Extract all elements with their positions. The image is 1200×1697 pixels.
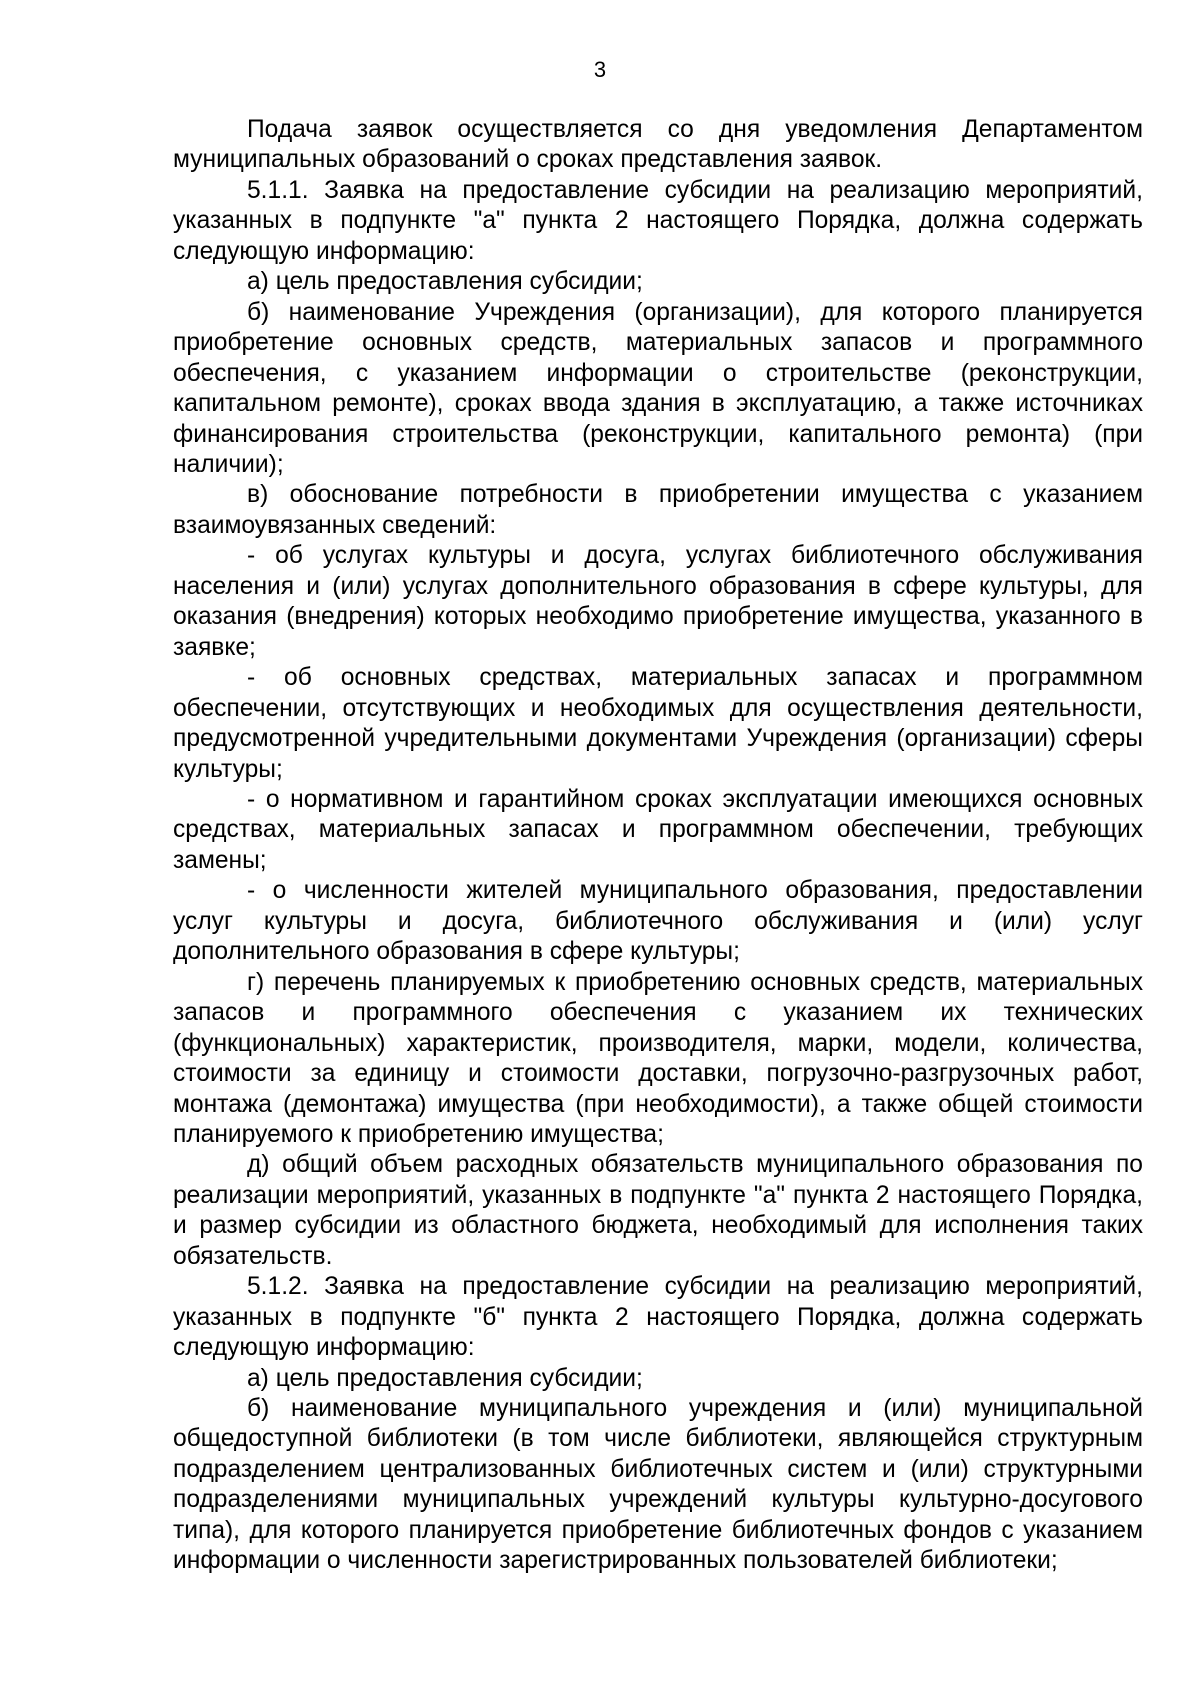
page-number: 3	[593, 57, 607, 82]
paragraph-item-b: б) наименование Учреждения (организации), для которого планируется приобретение основных средств, материальных запасов и программного обеспечения, с указанием информации о строительстве (реконструкции, капитальном ремонте), сроках ввода здания в эксплуатацию, а также источниках финансирования строительства (реконструкции, капитального ремонта) (при наличии);	[173, 298, 1143, 478]
paragraph-dash-terms: - о нормативном и гарантийном сроках эксплуатации имеющихся основных средствах, материальных запасах и программном обеспечении, требующих замены;	[173, 785, 1143, 874]
paragraph-application-start: Подача заявок осуществляется со дня уведомления Департаментом муниципальных образований о сроках представления заявок.	[173, 116, 1143, 174]
paragraph-5-1-1: 5.1.1. Заявка на предоставление субсидии на реализацию мероприятий, указанных в подпункте "а" пункта 2 настоящего Порядка, должна содержать следующую информацию:	[173, 176, 1143, 265]
paragraph-dash-assets: - об основных средствах, материальных запасах и программном обеспечении, отсутствующих и необходимых для осуществления деятельности, предусмотренной учредительными документами Учреждения (организации) сферы культуры;	[173, 664, 1143, 783]
paragraph-item-b-2: б) наименование муниципального учреждения и (или) муниципальной общедоступной библиотеки (в том числе библиотеки, являющейся структурным подразделением централизованных библиотечных систем и (или) структурными подразделениями муниципальных учреждений культуры культурно-досугового типа), для которого планируется приобретение библиотечных фондов с указанием информации о численности зарегистрированных пользователей библиотеки;	[173, 1395, 1143, 1575]
paragraph-dash-residents: - о численности жителей муниципального образования, предоставлении услуг культуры и досуга, библиотечного обслуживания и (или) услуг дополнительного образования в сфере культуры;	[173, 877, 1143, 966]
paragraph-item-v: в) обоснование потребности в приобретении имущества с указанием взаимоувязанных сведений:	[173, 481, 1143, 539]
paragraph-dash-services: - об услугах культуры и досуга, услугах библиотечного обслуживания населения и (или) услугах дополнительного образования в сфере культуры, для оказания (внедрения) которых необходимо приобретение имущества, указанного в заявке;	[173, 542, 1143, 661]
paragraph-item-a: а) цель предоставления субсидии;	[247, 268, 643, 296]
paragraph-item-g: г) перечень планируемых к приобретению основных средств, материальных запасов и программного обеспечения с указанием их технических (функциональных) характеристик, производителя, марки, модели, количества, стоимости за единицу и стоимости доставки, погрузочно-разгрузочных работ, монтажа (демонтажа) имущества (при необходимости), а также общей стоимости планируемого к приобретению имущества;	[173, 968, 1143, 1148]
paragraph-5-1-2: 5.1.2. Заявка на предоставление субсидии на реализацию мероприятий, указанных в подпункте "б" пункта 2 настоящего Порядка, должна содержать следующую информацию:	[173, 1273, 1143, 1362]
document-body	[173, 115, 1143, 1577]
paragraph-item-a-2: а) цель предоставления субсидии;	[247, 1364, 643, 1392]
paragraph-item-d: д) общий объем расходных обязательств муниципального образования по реализации мероприятий, указанных в подпункте "а" пункта 2 настоящего Порядка, и размер субсидии из областного бюджета, необходимый для исполнения таких обязательств.	[173, 1151, 1143, 1270]
